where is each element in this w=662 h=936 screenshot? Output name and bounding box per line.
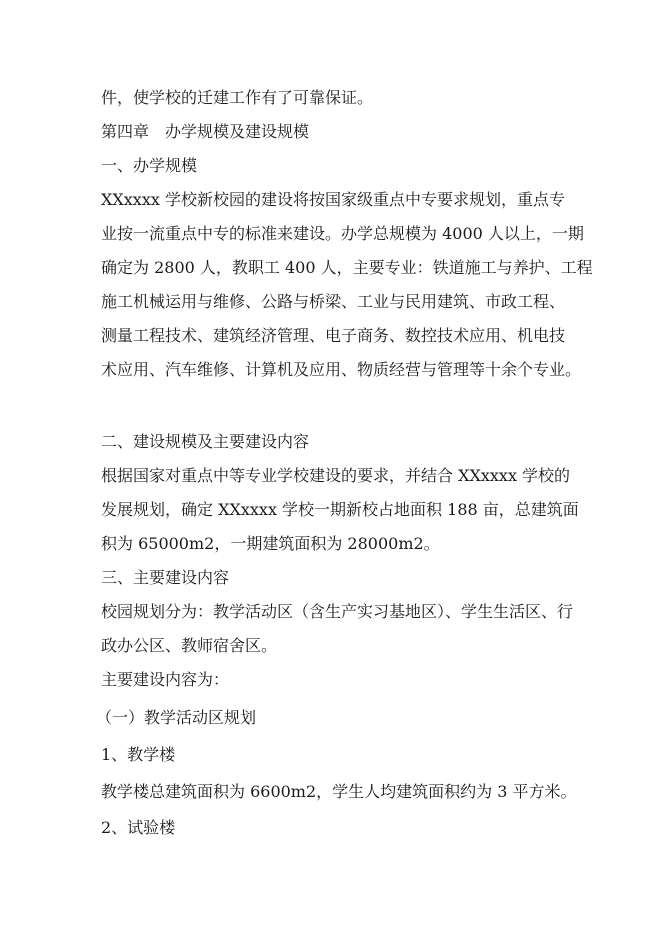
paragraph-line: 主要建设内容为： [101, 670, 230, 689]
subsection-heading: （一）教学活动区规划 [96, 708, 257, 727]
paragraph-line: 发展规划，确定 XXxxxx 学校一期新校占地面积 188 亩，总建筑面 [101, 500, 579, 519]
paragraph-line: 术应用、汽车维修、计算机及应用、物质经营与管理等十余个专业。 [101, 360, 582, 379]
paragraph-line: 测量工程技术、建筑经济管理、电子商务、数控技术应用、机电技 [101, 326, 566, 345]
paragraph-line: 业按一流重点中专的标准来建设。办学总规模为 4000 人以上，一期 [101, 224, 584, 243]
paragraph-line: 教学楼总建筑面积为 6600m2，学生人均建筑面积约为 3 平方米。 [101, 782, 577, 801]
chapter-heading: 第四章 办学规模及建设规模 [101, 122, 310, 141]
paragraph-line: 施工机械运用与维修、公路与桥梁、工业与民用建筑、市政工程、 [101, 292, 566, 311]
paragraph-line: 积为 65000m2，一期建筑面积为 28000m2。 [101, 534, 440, 553]
item-heading: 2、试验楼 [101, 818, 176, 837]
paragraph-line: 校园规划分为：教学活动区（含生产实习基地区）、学生生活区、行 [101, 602, 574, 621]
section-heading: 三、主要建设内容 [101, 568, 230, 587]
paragraph-line: 政办公区、教师宿舍区。 [101, 636, 278, 655]
paragraph-line: 根据国家对重点中等专业学校建设的要求，并结合 XXxxxx 学校的 [101, 466, 571, 485]
section-heading: 一、办学规模 [101, 156, 198, 175]
paragraph-line: 确定为 2800 人，教职工 400 人，主要专业：铁道施工与养护、工程 [101, 258, 593, 277]
paragraph-line: 件，使学校的迁建工作有了可靠保证。 [101, 88, 374, 107]
item-heading: 1、教学楼 [101, 745, 176, 764]
paragraph-line: XXxxxx 学校新校园的建设将按国家级重点中专要求规划，重点专 [101, 190, 565, 209]
section-heading: 二、建设规模及主要建设内容 [101, 432, 310, 451]
